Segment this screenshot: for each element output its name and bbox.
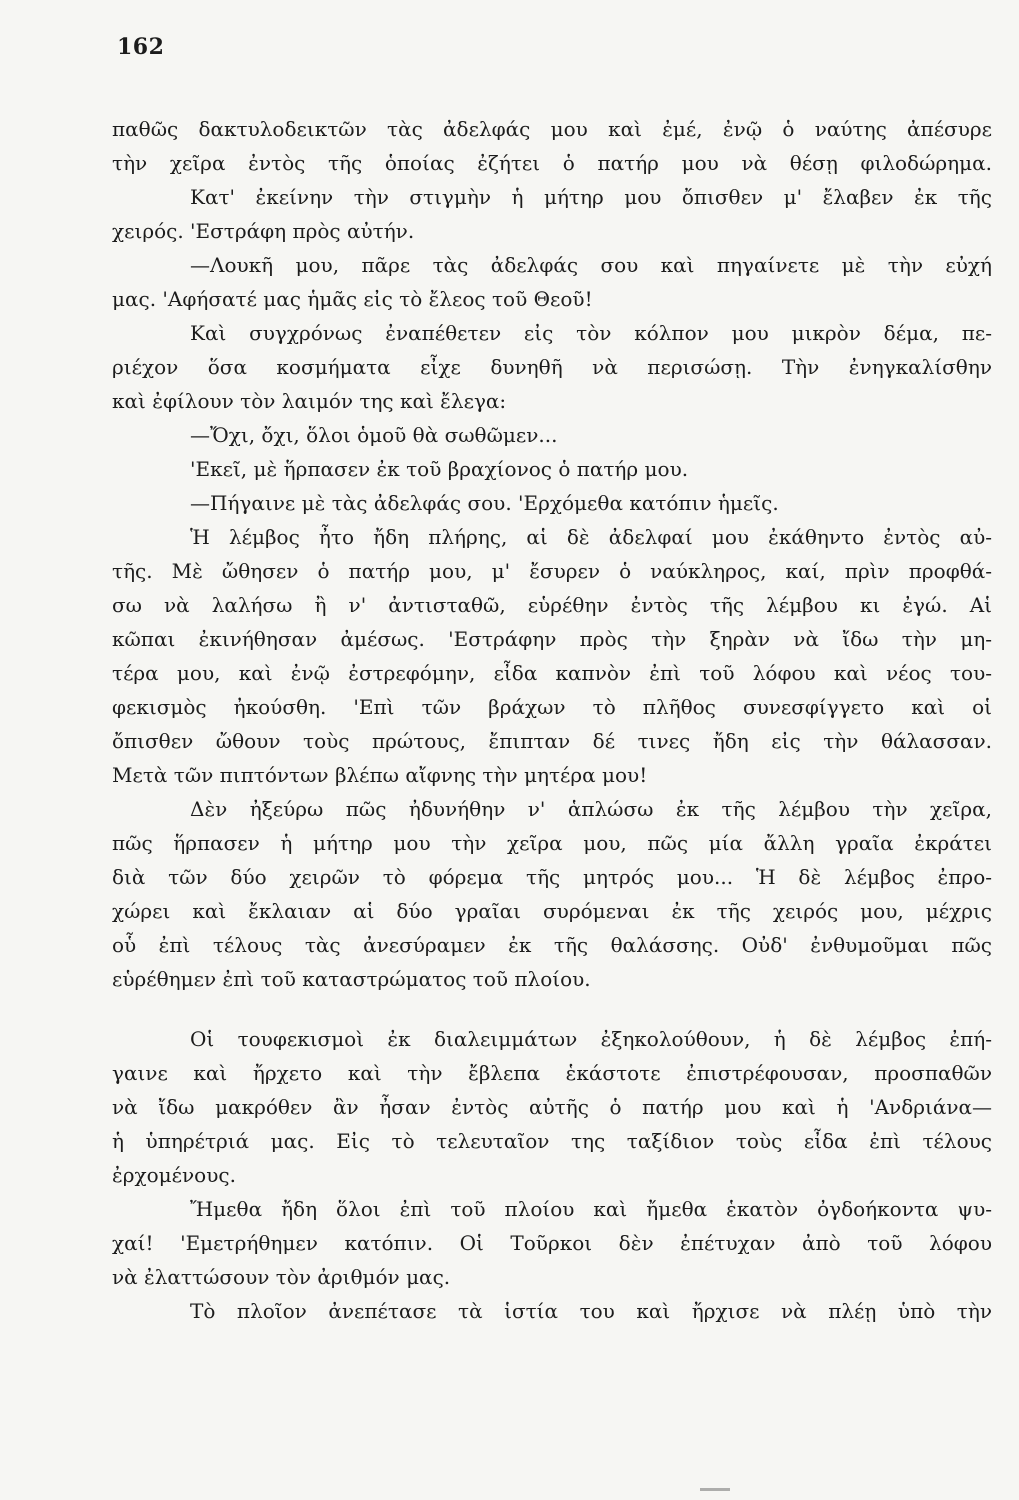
body-text xyxy=(112,112,992,1328)
text-line: χαί! 'Εμετρήθημεν κατόπιν. Οἱ Τοῦρκοι δὲν ἐπέτυχαν ἀπὸ τοῦ λόφου xyxy=(112,1231,992,1255)
text-line: —Πήγαινε μὲ τὰς ἀδελφάς σου. 'Ερχόμεθα κατόπιν ἡμεῖς. xyxy=(190,491,779,515)
text-line: κῶπαι ἐκινήθησαν ἀμέσως. 'Εστράφην πρὸς τὴν ξηρὰν νὰ ἴδω τὴν μη- xyxy=(112,627,992,651)
text-line: Οἱ τουφεκισμοὶ ἐκ διαλειμμάτων ἐξηκολούθουν, ἡ δὲ λέμβος ἐπή- xyxy=(190,1027,992,1051)
text-line: γαινε καὶ ἤρχετο καὶ τὴν ἔβλεπα ἑκάστοτε ἐπιστρέφουσαν, προσπαθῶν xyxy=(112,1061,992,1085)
text-line: Ἤμεθα ἤδη ὅλοι ἐπὶ τοῦ πλοίου καὶ ἤμεθα ἑκατὸν ὀγδοήκοντα ψυ- xyxy=(190,1197,992,1221)
text-line: ὄπισθεν ὤθουν τοὺς πρώτους, ἔπιπταν δέ τινες ἤδη εἰς τὴν θάλασσαν. xyxy=(112,729,992,753)
text-line: —Ὄχι, ὄχι, ὅλοι ὁμοῦ θὰ σωθῶμεν... xyxy=(190,423,558,447)
text-line: διὰ τῶν δύο χειρῶν τὸ φόρεμα τῆς μητρός μου... Ἡ δὲ λέμβος ἐπρο- xyxy=(112,865,992,889)
text-line: ἐρχομένους. xyxy=(112,1163,236,1187)
paragraph-gap xyxy=(112,996,992,1022)
text-line: Ἡ λέμβος ἦτο ἤδη πλήρης, αἱ δὲ ἀδελφαί μου ἐκάθηντο ἐντὸς αὐ- xyxy=(190,525,992,549)
text-line: Κατ' ἐκείνην τὴν στιγμὴν ἡ μήτηρ μου ὄπισθεν μ' ἔλαβεν ἐκ τῆς xyxy=(190,185,992,209)
text-line: καὶ ἐφίλουν τὸν λαιμόν της καὶ ἔλεγα: xyxy=(112,389,507,413)
text-line: τῆς. Μὲ ὤθησεν ὁ πατήρ μου, μ' ἔσυρεν ὁ ναύκληρος, καί, πρὶν προφθά- xyxy=(112,559,992,583)
text-line: ριέχον ὅσα κοσμήματα εἶχε δυνηθῆ νὰ περισώσῃ. Τὴν ἐνηγκαλίσθην xyxy=(112,355,992,379)
text-line: χειρός. 'Εστράφη πρὸς αὐτήν. xyxy=(112,219,415,243)
text-line: Μετὰ τῶν πιπτόντων βλέπω αἴφνης τὴν μητέρα μου! xyxy=(112,763,648,787)
text-line: 'Εκεῖ, μὲ ἥρπασεν ἐκ τοῦ βραχίονος ὁ πατήρ μου. xyxy=(190,457,689,481)
text-line: οὗ ἐπὶ τέλους τὰς ἀνεσύραμεν ἐκ τῆς θαλάσσης. Οὐδ' ἐνθυμοῦμαι πῶς xyxy=(112,933,992,957)
text-line: τέρα μου, καὶ ἐνῷ ἐστρεφόμην, εἶδα καπνὸν ἐπὶ τοῦ λόφου καὶ νέος του- xyxy=(112,661,992,685)
page-number: 162 xyxy=(117,34,165,60)
text-line: νὰ ἐλαττώσουν τὸν ἀριθμόν μας. xyxy=(112,1265,451,1289)
text-line: τὴν χεῖρα ἐντὸς τῆς ὁποίας ἐζήτει ὁ πατήρ μου νὰ θέσῃ φιλοδώρημα. xyxy=(112,151,992,175)
text-line: πῶς ἥρπασεν ἡ μήτηρ μου τὴν χεῖρα μου, πῶς μία ἄλλη γραῖα ἐκράτει xyxy=(112,831,992,855)
text-line: νὰ ἴδω μακρόθεν ἂν ἦσαν ἐντὸς αὐτῆς ὁ πατήρ μου καὶ ἡ 'Ανδριάνα— xyxy=(112,1095,992,1119)
text-line: παθῶς δακτυλοδεικτῶν τὰς ἀδελφάς μου καὶ ἐμέ, ἐνῷ ὁ ναύτης ἀπέσυρε xyxy=(112,117,992,141)
text-line: εὑρέθημεν ἐπὶ τοῦ καταστρώματος τοῦ πλοίου. xyxy=(112,967,591,991)
text-line: Καὶ συγχρόνως ἐναπέθετεν εἰς τὸν κόλπον μου μικρὸν δέμα, πε- xyxy=(190,321,992,345)
text-line: μας. 'Αφήσατέ μας ἡμᾶς εἰς τὸ ἔλεος τοῦ Θεοῦ! xyxy=(112,287,593,311)
text-line: σω νὰ λαλήσω ἢ ν' ἀντισταθῶ, εὑρέθην ἐντὸς τῆς λέμβου κι ἐγώ. Αἱ xyxy=(112,593,992,617)
text-line: ἡ ὑπηρέτριά μας. Εἰς τὸ τελευταῖον της ταξίδιον τοὺς εἶδα ἐπὶ τέλους xyxy=(112,1129,992,1153)
text-line: χώρει καὶ ἔκλαιαν αἱ δύο γραῖαι συρόμεναι ἐκ τῆς χειρός μου, μέχρις xyxy=(112,899,992,923)
text-line: Τὸ πλοῖον ἀνεπέτασε τὰ ἱστία του καὶ ἤρχισε νὰ πλέῃ ὑπὸ τὴν xyxy=(190,1299,992,1323)
text-line: Δὲν ἠξεύρω πῶς ἠδυνήθην ν' ἁπλώσω ἐκ τῆς λέμβου τὴν χεῖρα, xyxy=(190,797,992,821)
text-line: φεκισμὸς ἠκούσθη. 'Επὶ τῶν βράχων τὸ πλῆθος συνεσφίγγετο καὶ οἱ xyxy=(112,695,992,719)
text-line: —Λουκῆ μου, πᾶρε τὰς ἀδελφάς σου καὶ πηγαίνετε μὲ τὴν εὐχή xyxy=(190,253,992,277)
scan-mark xyxy=(700,1488,730,1491)
